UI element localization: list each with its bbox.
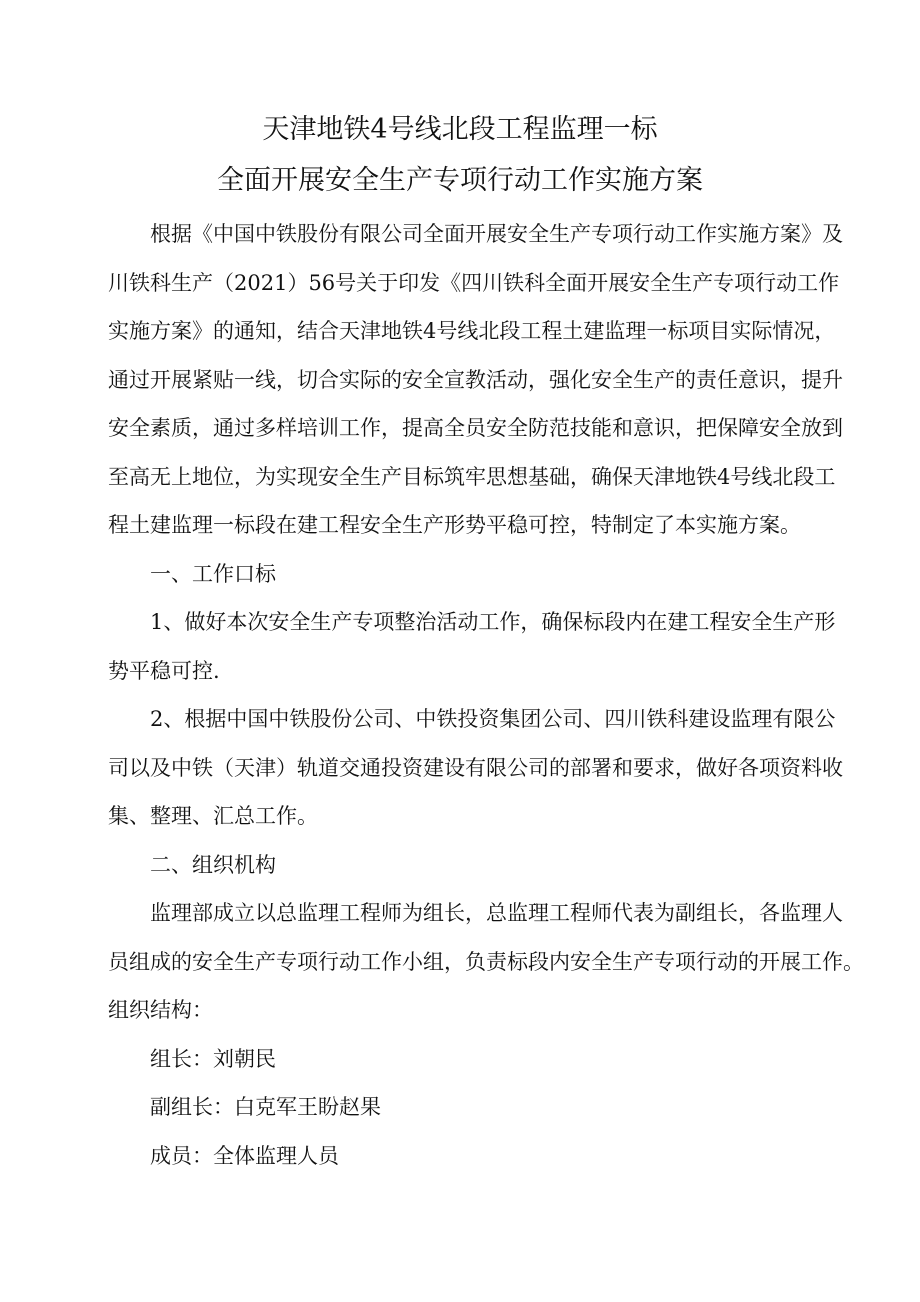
section-heading-organization: 二、组织机构 (150, 852, 276, 877)
intro-paragraph (108, 210, 843, 550)
intro-line: 程土建监理一标段在建工程安全生产形势平稳可控，特制定了本实施方案。 (108, 513, 801, 537)
document-title-line1: 天津地铁4号线北段工程监理一标 (262, 114, 658, 145)
intro-line: 根据《中国中铁股份有限公司全面开展安全生产专项行动工作实施方案》及 (150, 222, 843, 246)
intro-line: 实施方案》的通知，结合天津地铁4号线北段工程土建监理一标项目实际情况， (108, 319, 836, 343)
organization-line: 监理部成立以总监理工程师为组长，总监理工程师代表为副组长，各监理人 (150, 901, 843, 925)
goal-item-line: 集、整理、汇总工作。 (108, 804, 318, 828)
intro-line: 至高无上地位，为实现安全生产目标筑牢思想基础，确保天津地铁4号线北段工 (108, 464, 836, 489)
goal-item-line: 势平稳可控. (108, 658, 220, 683)
document-body (108, 210, 864, 1180)
intro-line: 安全素质，通过多样培训工作，提高全员安全防范技能和意识，把保障安全放到 (108, 416, 843, 440)
organization-paragraph (108, 889, 864, 1035)
leader-line: 组长：刘朝民 (150, 1046, 276, 1071)
deputy-leader-line: 副组长：白克军王盼赵果 (150, 1095, 381, 1119)
goal-item-line: 1、做好本次安全生产专项整治活动工作，确保标段内在建工程安全生产形 (150, 610, 836, 634)
document-title-line2: 全面开展安全生产专项行动工作实施方案 (217, 165, 703, 196)
goal-item-2 (108, 695, 843, 841)
organization-line: 组织结构： (108, 998, 213, 1022)
intro-line: 川铁科生产（2021）56号关于印发《四川铁科全面开展安全生产专项行动工作 (108, 270, 840, 295)
goal-item-1 (108, 598, 836, 695)
organization-line: 员组成的安全生产专项行动工作小组，负责标段内安全生产专项行动的开展工作。 (108, 949, 864, 974)
section-heading-goals: 一、工作口标 (150, 561, 276, 586)
intro-line: 通过开展紧贴一线，切合实际的安全宣教活动，强化安全生产的责任意识，提升 (108, 367, 843, 392)
goal-item-line: 司以及中铁（天津）轨道交通投资建设有限公司的部署和要求，做好各项资料收 (108, 755, 843, 780)
goal-item-line: 2、根据中国中铁股份公司、中铁投资集团公司、四川铁科建设监理有限公 (150, 707, 836, 731)
members-line: 成员：全体监理人员 (150, 1143, 339, 1168)
